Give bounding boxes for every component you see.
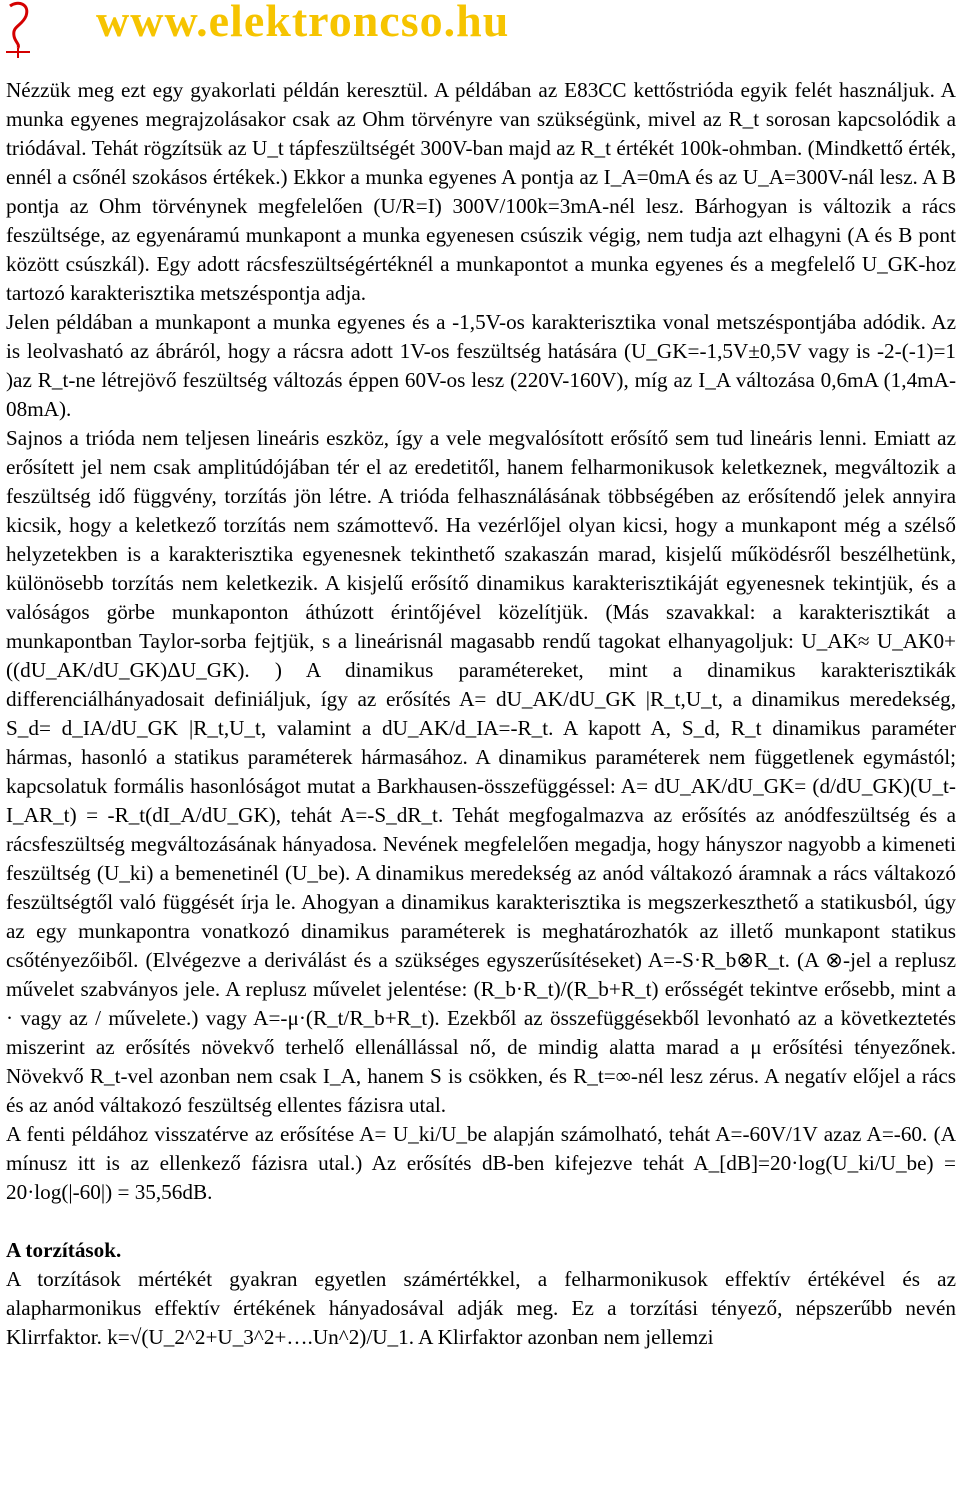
site-header [0,0,960,72]
paragraph: A fenti példához visszatérve az erősítése A= U_ki/U_be alapján számolható, tehát A=-60V/1V azaz A=-60. (A mínusz itt is az ellenkező fázisra utal.) Az erősítés dB-ben kifejezve tehát A_[dB]=20·log(U_ki/U_be) = 20·log(|-60|) = 35,56dB. [6,1122,956,1204]
site-url[interactable]: www.elektroncso.hu [96,0,510,46]
section-heading: A torzítások. [6,1238,122,1262]
document-body [6,76,956,1352]
paragraph: Sajnos a trióda nem teljesen lineáris eszköz, így a vele megvalósított erősítő sem tud lineáris lenni. Emiatt az erősített jel nem csak amplitúdójában tér el az eredetitől, hanem felharmonikusok keletkeznek, megváltozik a feszültség idő függvény, torzítás jön létre. A trióda felhasználásának többségében az erősítendő jelek annyira kicsik, hogy a keletkező torzítás nem számottevő. Ha vezérlőjel olyan kicsi, hogy a munkapont még a szélső helyzetekben is a karakterisztika egyenesnek tekinthető szakaszán marad, kisjelű működésről beszélhetünk, különösebb torzítás nem keletkezik. A kisjelű erősítő dinamikus karakterisztikáját egyenesnek tekintjük, és a valóságos görbe munkaponton áthúzott érintőjével közelítjük. (Más szavakkal: a karakterisztikát a munkapontban Taylor-sorba fejtjük, s a lineárisnál magasabb rendű tagokat elhanyagoljuk: U_AK≈ U_AK0+((dU_AK/dU_GK)ΔU_GK). ) A dinamikus paramétereket, mint a dinamikus karakterisztikák differenciálhányadosait definiáljuk, így az erősítés A= dU_AK/dU_GK |R_t,U_t, a dinamikus meredekség, S_d= d_IA/dU_GK |R_t,U_t, valamint a dU_AK/d_IA=-R_t. A kapott A, S_d, R_t dinamikus paraméter hármas, hasonló a statikus paraméterek hármasához. A dinamikus paraméterek nem függetlenek egymástól; kapcsolatuk formális hasonlóságot mutat a Barkhausen-összefüggéssel: A= dU_AK/dU_GK= (d/dU_GK)(U_t-I_AR_t) = -R_t(dI_A/dU_GK), tehát A=-S_dR_t. Tehát megfogalmazva az erősítés az anódfeszültség és a rácsfeszültség megváltozásának hányadosa. Nevének megfelelően megadja, hogy hányszor nagyobb a kimeneti feszültség (U_ki) a bemenetinél (U_be). A dinamikus meredekség az anód váltakozó áramnak a rács váltakozó feszültségtől való függését írja le. Ahogyan a dinamikus karakterisztika is megszerkeszthető a statikusból, úgy az egy munkapontra vonatkozó dinamikus paraméterek is meghatározhatók az illető munkapont statikus csőtényezőiből. (Elvégezve a deriválást és a szükséges egyszerűsítéseket) A=-S·R_b⊗R_t. (A ⊗-jel a replusz művelet szabványos jele. A replusz művelet jelentése: (R_b·R_t)/(R_b+R_t) erősségét tekintve erősebb, mint a · vagy az / művelete.) vagy A=-μ·(R_t/R_b+R_t). Ezekből az összefüggésekből levonható az a következtetés miszerint az erősítés növekvő terhelő ellenállással nő, de mindig alatta marad a μ erősítési tényezőnek. Növekvő R_t-vel azonban nem csak I_A, hanem S is csökken, és R_t=∞-nél lesz zérus. A negatív előjel a rács és az anód váltakozó feszültség ellentes fázisra utal. [6,426,956,1117]
paragraph: A torzítások mértékét gyakran egyetlen számértékkel, a felharmonikusok effektív értékével és az alapharmonikus effektív értékének hányadosával adják meg. Ez a torzítási tényező, népszerűbb nevén Klirrfaktor. k=√(U_2^2+U_3^2+….Un^2)/U_1. A Klirfaktor azonban nem jellemzi [6,1267,956,1349]
paragraph: Nézzük meg ezt egy gyakorlati példán keresztül. A példában az E83CC kettőstrióda egyik felét használjuk. A munka egyenes megrajzolásakor csak az Ohm törvényre van szükségünk, mivel az R_t sorosan kapcsolódik a triódával. Tehát rögzítsük az U_t tápfeszültségét 300V-ban majd az R_t értékét 100k-ohmban. (Mindkettő érték, ennél a csőnél szokásos értékek.) Ekkor a munka egyenes A pontja az I_A=0mA és az U_A=300V-nál lesz. A B pontja az Ohm törvénynek megfelelően (U/R=I) 300V/100k=3mA-nél lesz. Bárhogyan is változik a rács feszültsége, az egyenáramú munkapont a munka egyenesen csúszik végig, nem tudja azt elhagyni (A és B pont között csúszkál). Egy adott rácsfeszültségértéknél a munkapontot a munka egyenes és a megfelelő U_GK-hoz tartozó karakterisztika metszéspontja adja. [6,78,956,305]
tube-logo-icon [0,0,40,60]
paragraph: Jelen példában a munkapont a munka egyenes és a -1,5V-os karakterisztika vonal metszéspontjába adódik. Az is leolvasható az ábráról, hogy a rácsra adott 1V-os feszültség hatására (U_GK=-1,5V±0,5V vagy is -2-(-1)=1 )az R_t-ne létrejövő feszültség változás éppen 60V-os lesz (220V-160V), míg az I_A változása 0,6mA (1,4mA-08mA). [6,310,956,421]
